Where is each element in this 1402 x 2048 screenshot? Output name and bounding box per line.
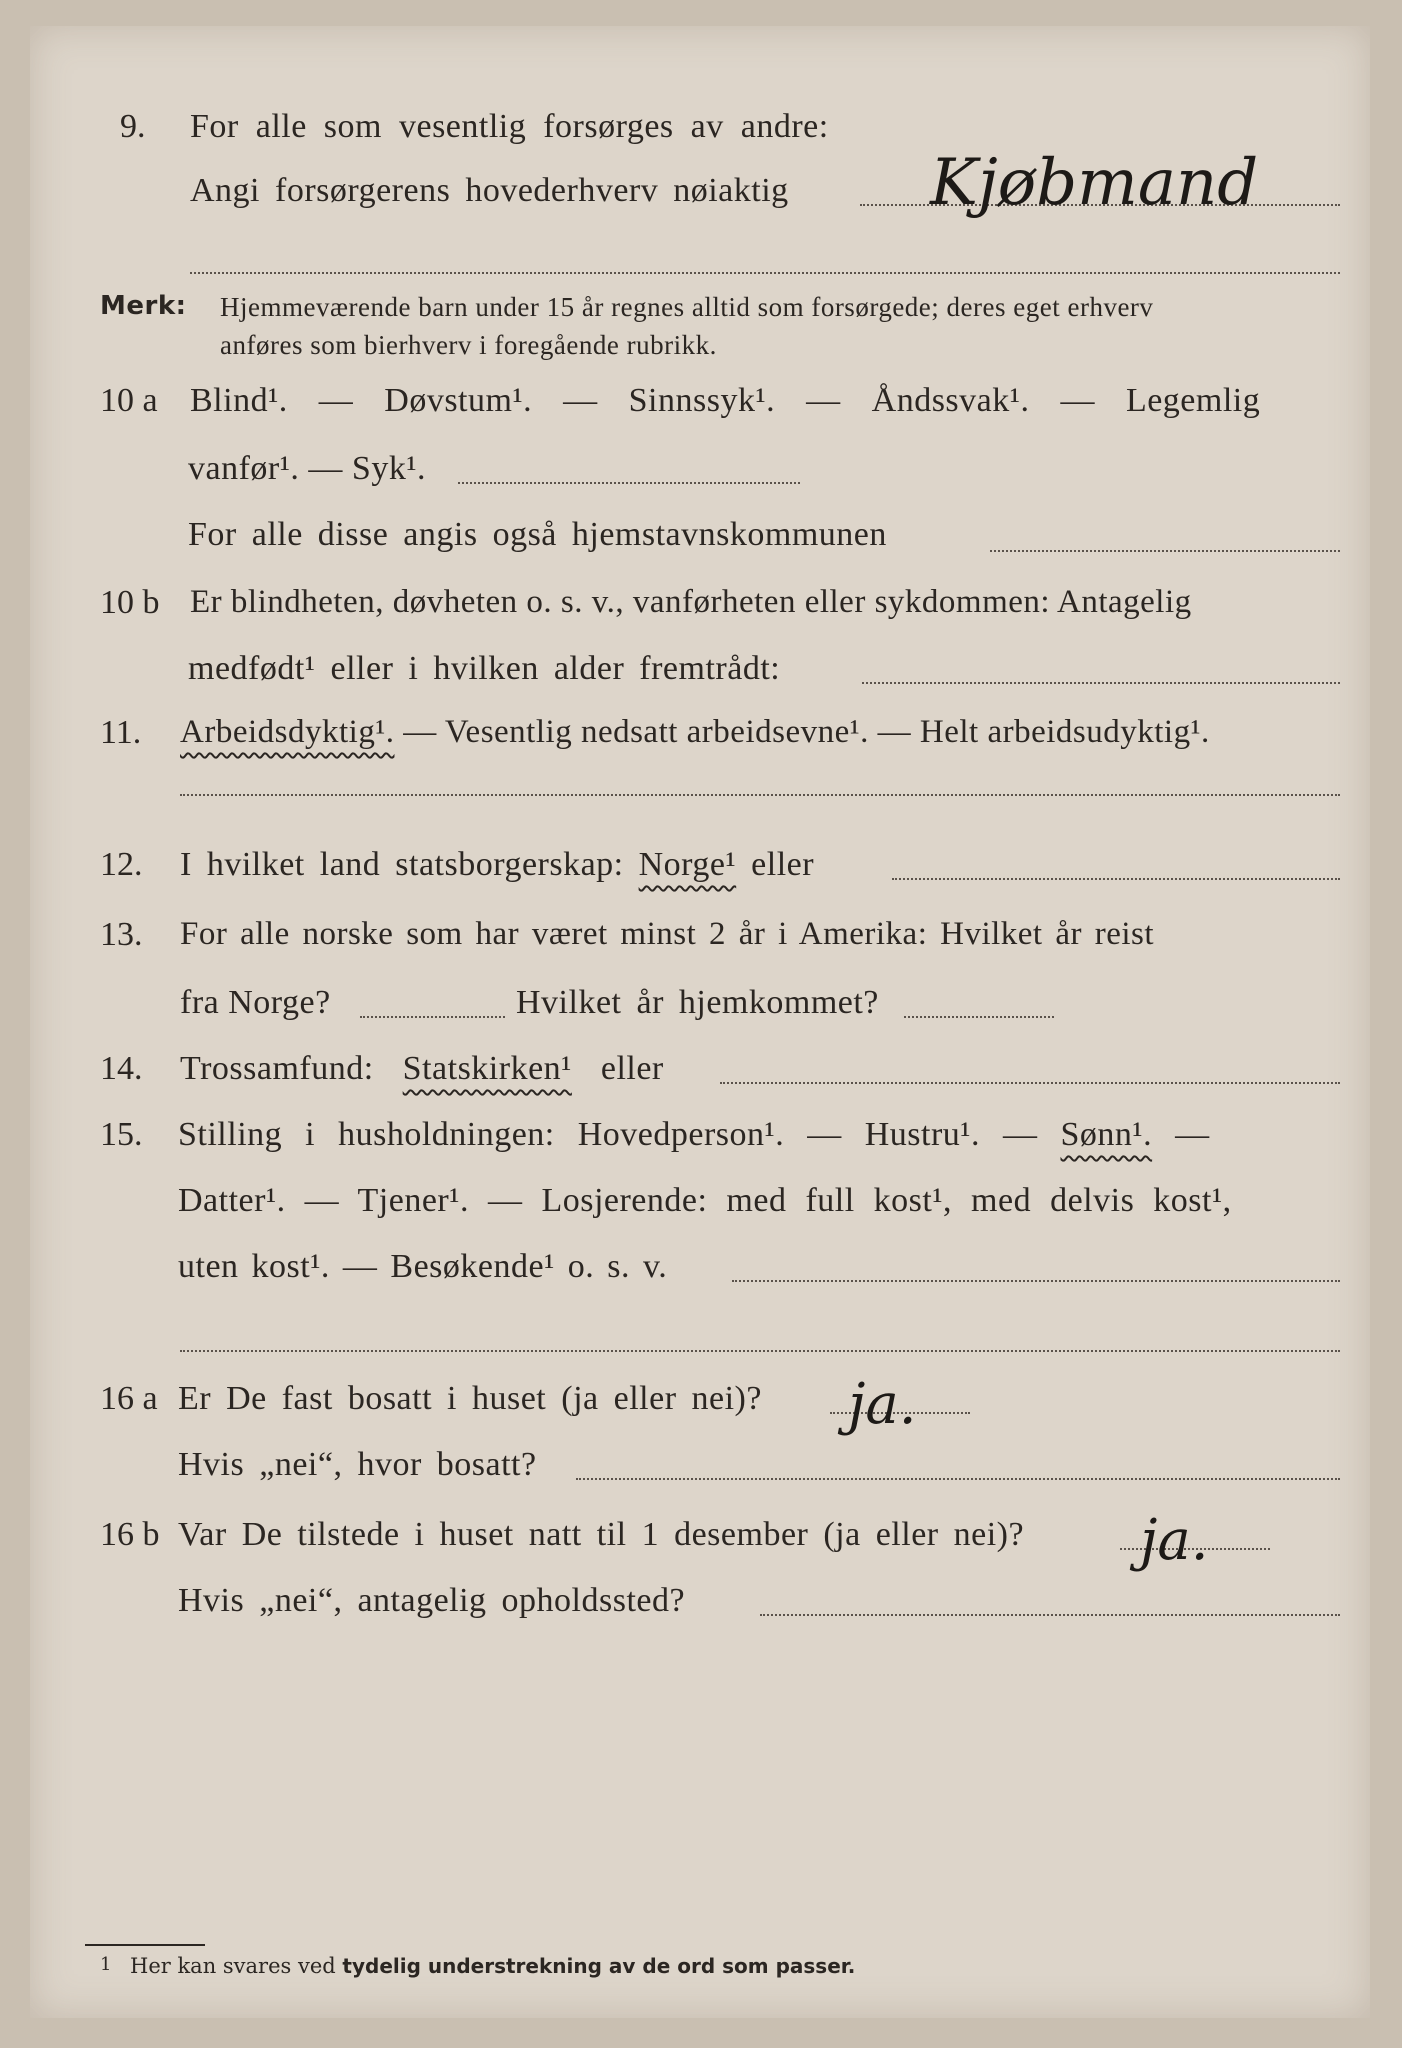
q10a-line1: Blind¹. — Døvstum¹. — Sinnssyk¹. — Åndssvak¹. — Legemlig bbox=[190, 382, 1261, 419]
q15-line3: uten kost¹. — Besøkende¹ o. s. v. bbox=[178, 1248, 668, 1285]
q13-line2a: fra Norge? bbox=[180, 984, 331, 1021]
q10b-answer-line bbox=[862, 682, 1340, 684]
q15-line1 bbox=[178, 1116, 1210, 1154]
q13-line1: For alle norske som har været minst 2 år i Amerika: Hvilket år reist bbox=[180, 916, 1155, 952]
q10a-line2: vanfør¹. — Syk¹. bbox=[188, 450, 427, 487]
q15-line1a: Stilling i husholdningen: Hovedperson¹. — Hustru¹. — bbox=[178, 1116, 1038, 1153]
q16b-line1: Var De tilstede i huset natt til 1 desember (ja eller nei)? bbox=[178, 1516, 1025, 1553]
q12-answer-line bbox=[892, 878, 1340, 880]
q10a-answer-line bbox=[458, 482, 800, 484]
q9-extra-line bbox=[190, 272, 1340, 274]
footnote-marker: 1 bbox=[100, 1954, 112, 1975]
q9-number: 9. bbox=[120, 108, 146, 145]
q13-hjemkommet-line bbox=[904, 1016, 1054, 1018]
q13-reist-line bbox=[360, 1016, 505, 1018]
q10b-line1: Er blindheten, døvheten o. s. v., vanførheten eller sykdommen: Antagelig bbox=[190, 584, 1192, 620]
q10a-number: 10 a bbox=[100, 382, 158, 419]
q10a-line3: For alle disse angis også hjemstavnskommunen bbox=[188, 516, 887, 553]
q11-line bbox=[180, 714, 1210, 751]
q16b-opholdssted-line bbox=[760, 1614, 1340, 1616]
q12-norge-underlined: Norge¹ bbox=[638, 846, 737, 883]
q12-suffix: eller bbox=[751, 846, 815, 883]
q10b-number: 10 b bbox=[100, 584, 160, 621]
q10a-hjemstavn-line bbox=[990, 550, 1340, 552]
q15-number: 15. bbox=[100, 1116, 143, 1153]
q16b-number: 16 b bbox=[100, 1516, 160, 1553]
q16a-handwritten-answer: ja. bbox=[848, 1372, 917, 1437]
q13-line2b: Hvilket år hjemkommet? bbox=[516, 984, 879, 1021]
q16a-line2: Hvis „nei“, hvor bosatt? bbox=[178, 1446, 537, 1483]
q10b-line2: medfødt¹ eller i hvilken alder fremtrådt: bbox=[188, 650, 781, 687]
q12-prefix: I hvilket land statsborgerskap: bbox=[180, 846, 624, 883]
q16a-line1: Er De fast bosatt i huset (ja eller nei)? bbox=[178, 1380, 762, 1417]
footnote-rule bbox=[85, 1944, 205, 1946]
q12-number: 12. bbox=[100, 846, 143, 883]
footnote-text bbox=[130, 1954, 855, 1978]
q14-line bbox=[180, 1050, 664, 1088]
q15-sonn-underlined: Sønn¹. bbox=[1060, 1116, 1153, 1153]
q16a-bosatt-line bbox=[576, 1478, 1340, 1480]
merk-line1: Hjemmeværende barn under 15 år regnes alltid som forsørgede; deres eget erhverv bbox=[220, 292, 1154, 322]
q15-line2: Datter¹. — Tjener¹. — Losjerende: med full kost¹, med delvis kost¹, bbox=[178, 1182, 1232, 1219]
q9-line1: For alle som vesentlig forsørges av andre: bbox=[190, 108, 829, 145]
q9-line2: Angi forsørgerens hovederhverv nøiaktig bbox=[190, 172, 789, 209]
merk-line2: anføres som bierhverv i foregående rubrikk. bbox=[220, 330, 717, 360]
q15-answer-line bbox=[732, 1280, 1340, 1282]
q14-answer-line bbox=[720, 1082, 1340, 1084]
q14-prefix: Trossamfund: bbox=[180, 1050, 374, 1087]
footnote-prefix: Her kan svares ved bbox=[130, 1954, 336, 1978]
q14-suffix: eller bbox=[600, 1050, 664, 1087]
q14-statskirken-underlined: Statskirken¹ bbox=[402, 1050, 572, 1087]
q16b-line2: Hvis „nei“, antagelig opholdssted? bbox=[178, 1582, 686, 1619]
census-form-page bbox=[30, 26, 1370, 2018]
merk-label: Merk: bbox=[100, 291, 187, 321]
q14-number: 14. bbox=[100, 1050, 143, 1087]
q16b-handwritten-answer: ja. bbox=[1140, 1508, 1209, 1573]
q15-extra-line bbox=[180, 1350, 1340, 1352]
q11-rest: — Vesentlig nedsatt arbeidsevne¹. — Helt arbeidsudyktig¹. bbox=[403, 714, 1210, 750]
footnote-bold: tydelig understrekning av de ord som passer. bbox=[342, 1954, 856, 1978]
q15-line1c: — bbox=[1175, 1116, 1210, 1153]
q9-handwritten-answer: Kjøbmand bbox=[930, 146, 1259, 220]
q16a-number: 16 a bbox=[100, 1380, 158, 1417]
merk-block bbox=[100, 290, 187, 321]
q13-number: 13. bbox=[100, 916, 143, 953]
q11-extra-line bbox=[180, 794, 1340, 796]
q12-line bbox=[180, 846, 814, 884]
q11-arbeidsdyktig-underlined: Arbeidsdyktig¹. bbox=[180, 714, 395, 750]
q11-number: 11. bbox=[100, 714, 142, 751]
